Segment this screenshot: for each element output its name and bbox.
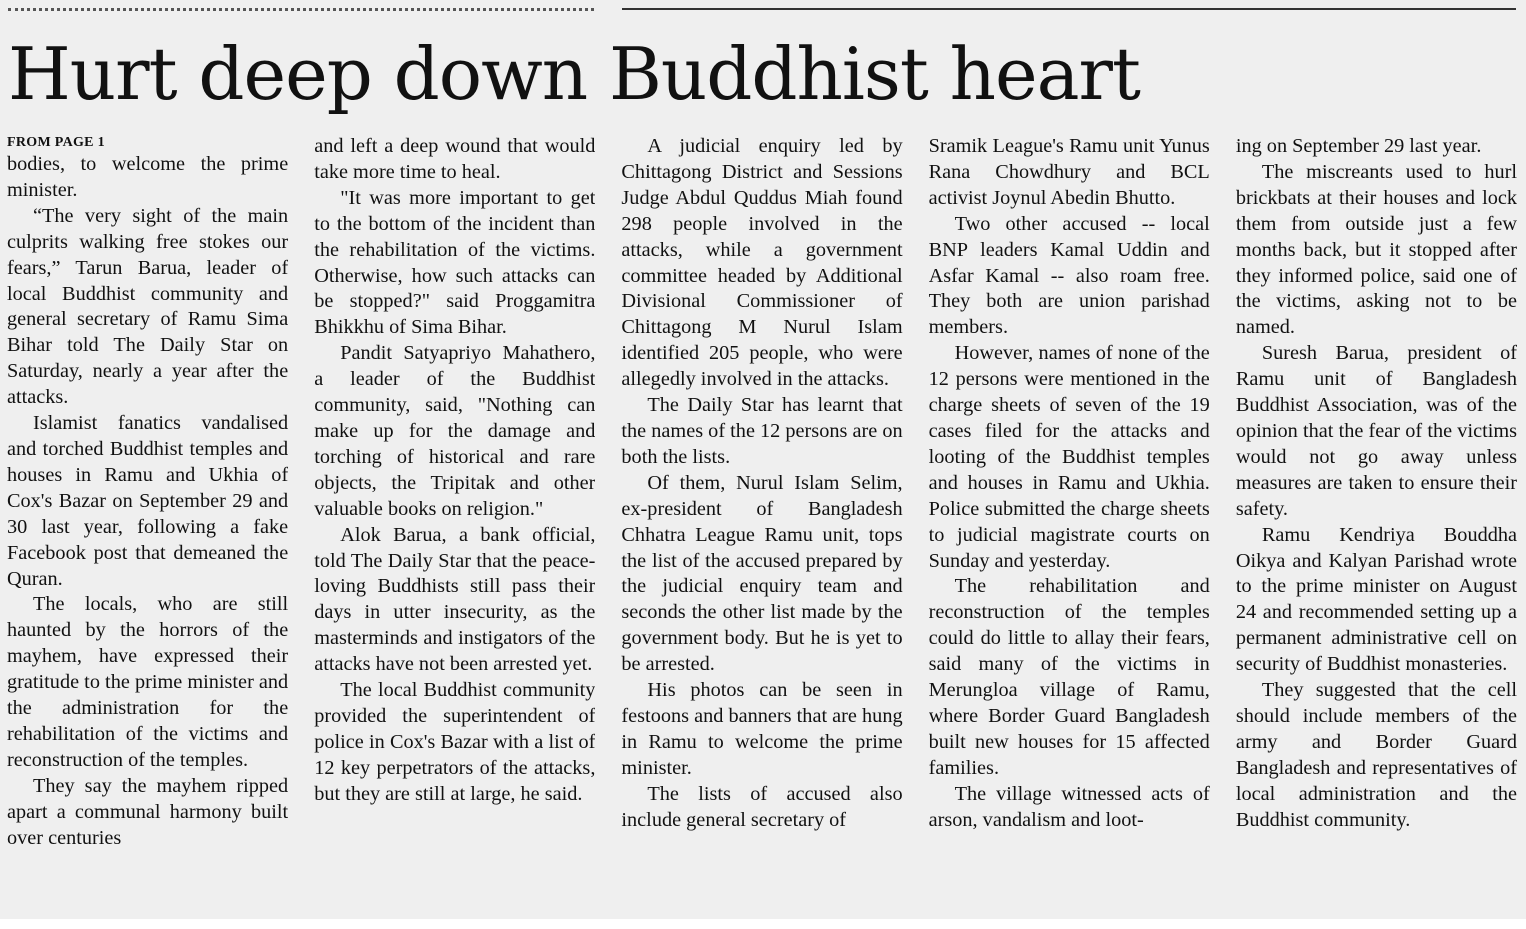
paragraph: Suresh Barua, president of Ramu unit of Bangladesh Buddhist Association, was of the opinion that the fear of the victims would not go away unless measures are taken to ensure their safety.: [1235, 342, 1518, 520]
paragraph: They say the mayhem ripped apart a communal harmony built over centuries: [7, 774, 289, 849]
top-solid-rule: [622, 8, 1516, 10]
paragraph: The Daily Star has learnt that the names of the 12 persons are on both the lists.: [621, 394, 903, 468]
top-dotted-rule: [8, 8, 594, 11]
column-4: [929, 134, 1210, 914]
paragraph: and left a deep wound that would take more time to heal.: [314, 135, 596, 183]
paragraph: They suggested that the cell should include members of the army and Border Guard Bangladesh and representatives of local administration and the Buddhist community.: [1235, 679, 1518, 831]
paragraph: Two other accused -- local BNP leaders Kamal Uddin and Asfar Kamal -- also roam free. They both are union parishad members.: [928, 212, 1210, 339]
paragraph: The locals, who are still haunted by the horrors of the mayhem, have expressed their gratitude to the prime minister and the administration for the rehabilitation of the victims and reconstruction of the temples.: [7, 593, 289, 771]
paragraph: Sramik League's Ramu unit Yunus Rana Chowdhury and BCL activist Joynul Abedin Bhutto.: [928, 135, 1210, 209]
paragraph: "It was more important to get to the bottom of the incident than the rehabilitation of the victims. Otherwise, how such attacks can be stopped?" said Proggamitra Bhikkhu of Sima Bihar.: [314, 186, 596, 339]
paragraph: His photos can be seen in festoons and banners that are hung in Ramu to welcome the prime minister.: [621, 679, 903, 779]
paragraph: bodies, to welcome the prime minister.: [7, 153, 289, 201]
jump-line: FROM PAGE 1: [7, 135, 105, 150]
paragraph: Islamist fanatics vandalised and torched Buddhist temples and houses in Ramu and Ukhia of Cox's Bazar on September 29 and 30 last year, following a fake Facebook post that demeaned the Quran.: [7, 412, 289, 590]
column-5: [1236, 134, 1517, 914]
page-bottom-edge: [0, 919, 1526, 929]
column-3: [621, 134, 902, 914]
paragraph: ing on September 29 last year.: [1235, 135, 1482, 157]
paragraph: The lists of accused also include general secretary of: [621, 782, 903, 831]
column-1: [7, 134, 288, 914]
paragraph: The miscreants used to hurl brickbats at their houses and lock them from outside just a few months back, but it stopped after they informed police, said one of the victims, asking not to be named.: [1235, 160, 1518, 339]
headline: Hurt deep down Buddhist heart: [8, 32, 1140, 116]
paragraph: Pandit Satyapriyo Mahathero, a leader of the Buddhist community, said, "Nothing can make up for the damage and torching of historical and rare objects, the Tripitak and other valuable books on religion.": [314, 342, 596, 520]
paragraph: Of them, Nurul Islam Selim, ex-president of Bangladesh Chhatra League Ramu unit, tops the list of the accused prepared by the judicial enquiry team and seconds the other list made by the government body. But he is yet to be arrested.: [621, 471, 903, 676]
paragraph: The rehabilitation and reconstruction of the temples could do little to allay their fears, said many of the victims in Merungloa village of Ramu, where Border Guard Bangladesh built new houses for 15 affected families.: [928, 575, 1210, 779]
paragraph: Ramu Kendriya Bouddha Oikya and Kalyan Parishad wrote to the prime minister on August 24 and recommended setting up a permanent administrative cell on security of Buddhist monasteries.: [1235, 523, 1518, 676]
paragraph: “The very sight of the main culprits walking free stokes our fears,” Tarun Barua, leader of local Buddhist community and general secretary of Ramu Sima Bihar told The Daily Star on Saturday, nearly a year after the attacks.: [7, 204, 289, 409]
paragraph: The village witnessed acts of arson, vandalism and loot-: [928, 782, 1210, 831]
paragraph: The local Buddhist community provided the superintendent of police in Cox's Bazar with a list of 12 key perpetrators of the attacks, but they are still at large, he said.: [314, 679, 596, 805]
paragraph: However, names of none of the 12 persons were mentioned in the charge sheets of seven of the 19 cases filed for the attacks and looting of the Buddhist temples and houses in Ramu and Ukhia. Police submitted the charge sheets to judicial magistrate courts on Sunday and yesterday.: [928, 342, 1210, 572]
paragraph: Alok Barua, a bank official, told The Daily Star that the peace-loving Buddhists still pass their days in utter insecurity, as the masterminds and instigators of the attacks have not been arrested yet.: [314, 523, 596, 676]
paragraph: A judicial enquiry led by Chittagong District and Sessions Judge Abdul Quddus Miah found 298 people involved in the attacks, while a government committee headed by Additional Divisional Commissioner of Chittagong M Nurul Islam identified 205 people, who were allegedly involved in the attacks.: [621, 135, 903, 391]
article-body: [7, 134, 1517, 914]
column-2: [314, 134, 595, 914]
